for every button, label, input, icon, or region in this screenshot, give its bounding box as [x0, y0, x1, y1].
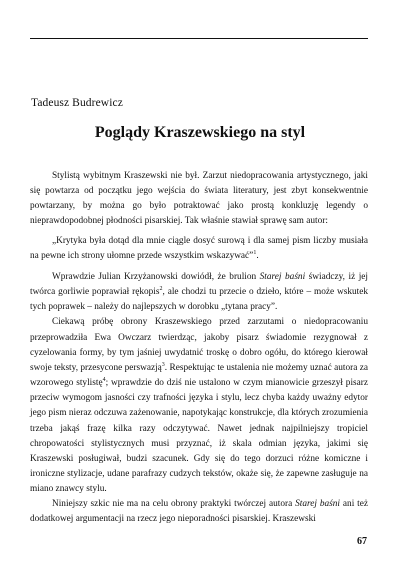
top-rule [30, 38, 368, 39]
paragraph-4-text-b: ani też dodatkowej argumentacji na rzecz jego nieporadności pisarskiej. Kraszewski [30, 499, 368, 525]
footnote-ref-4[interactable]: 4 [102, 376, 106, 383]
quote-text: „Krytyka była dotąd dla mnie ciągle dosyć surową i dla samej pism liczby musiała na pewne ich strony ułomne przede wszystkim wskazywać” [30, 235, 368, 261]
article-title: Poglądy Kraszewskiego na styl [94, 124, 306, 141]
paragraph-3-text-b: . Respektując te ustalenia nie możemy uznać autora za wzorowego stylistę [30, 362, 368, 389]
paragraph-3 [30, 315, 368, 497]
footnote-ref-1[interactable]: 1 [253, 249, 257, 256]
page-number: 67 [357, 536, 367, 547]
footnote-ref-2[interactable]: 2 [159, 286, 163, 292]
paragraph-3-text-a: Ciekawą próbę obrony Kraszewskiego przed zarzutami o niedopracowaniu przeprowadziła Ewa Owczarz twierdząc, jakoby pisarz świadomie rezygnował z cyzelowania formy, by tym jaśniej uwydatnić troskę o dobro ogółu, do którego kierował swoje teksty, przesycone perswazją [30, 317, 368, 373]
paragraph-4 [30, 497, 368, 527]
paragraph-2-text-b: świadczy, iż jej twórca gorliwie poprawiał rękopis [30, 271, 368, 298]
work-title: Starej baśni [259, 271, 306, 282]
paragraph-4-text-a: Niniejszy szkic nie ma na celu obrony praktyki twórczej autora [52, 499, 296, 510]
block-quote: „Krytyka była dotąd dla mnie ciągle dosyć surową i dla samej pism liczby musiała na pewne ich strony ułomne przede wszystkim wskazywać”$^1$. [30, 235, 368, 261]
paragraph-3-text-c: ; wprawdzie do dziś nie ustalono w czym mianowicie grzeszył pisarz przeciw wymogom jasności czy trafności języka i stylu, lecz chyba każdy uważny edytor jego pism nieraz odczuwa zażenowanie, napotykając konstrukcje, dla których zrozumienia trzeba jakąś frazę kilka razy odczytywać. Nawet jednak najpilniejszy tropiciel chropowatości stylistycznych musi przyznać, iż skala odmian języka, jakimi się Kraszewski posługiwał, budzi szacunek. Gdy się do tego dorzuci różne komiczne i ironiczne stylizacje, udane parafrazy cudzych tekstów, okaże się, że zapewne zasługuje na miano znawcy stylu. [30, 378, 368, 495]
paragraph-1: Stylistą wybitnym Kraszewski nie był. Zarzut niedopracowania artystycznego, jaki się powtarza od początku jego wejścia do świata literatury, jest zbyt konsekwentnie powtarzany, by można go było potraktować jako prostą konkluzję legendy o nieprawdopodobnej płodności pisarskiej. Tak właśnie stawiał sprawę sam autor: [30, 171, 368, 227]
article-body [30, 169, 368, 528]
author-name: Tadeusz Budrewicz [31, 97, 123, 109]
work-title: Starej baśni [295, 499, 341, 510]
footnote-ref-3[interactable]: 3 [161, 361, 165, 368]
paragraph-2-text-c: , ale chodzi tu przecie o dzieło, które – może wskutek tych poprawek – należy do najlepszych w dorobku „tytana pracy”. [30, 287, 368, 313]
paragraph-2 [30, 270, 368, 315]
paragraph-2-text-a: Wprawdzie Julian Krzyżanowski dowiódł, że brulion [52, 271, 260, 282]
